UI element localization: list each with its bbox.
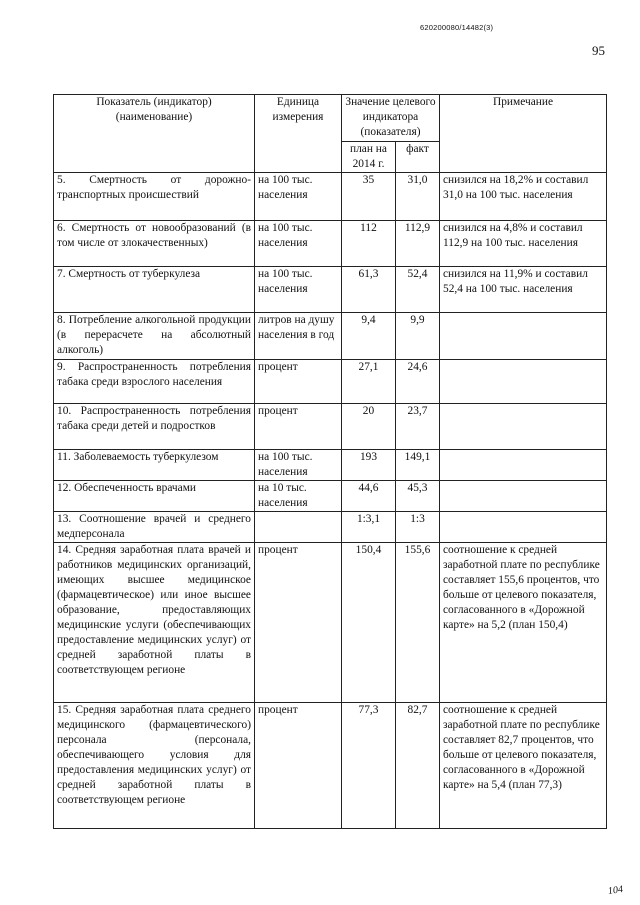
cell-fact: 149,1	[396, 450, 440, 481]
cell-plan: 27,1	[342, 360, 396, 404]
cell-plan: 77,3	[342, 703, 396, 829]
table-row	[54, 543, 607, 703]
table-row	[54, 481, 607, 512]
cell-indicator: 10. Распространенность потребления табака среди детей и подростков	[54, 404, 255, 450]
cell-note	[440, 404, 607, 450]
cell-note	[440, 450, 607, 481]
table-row	[54, 703, 607, 829]
cell-plan: 112	[342, 221, 396, 267]
cell-indicator: 11. Заболеваемость туберкулезом	[54, 450, 255, 481]
cell-fact: 52,4	[396, 267, 440, 313]
cell-note	[440, 360, 607, 404]
cell-plan: 44,6	[342, 481, 396, 512]
cell-plan: 150,4	[342, 543, 396, 703]
header-indicator: Показатель (индикатор) (наименование)	[54, 95, 255, 173]
cell-note: снизился на 4,8% и составил 112,9 на 100 тыс. населения	[440, 221, 607, 267]
cell-note	[440, 481, 607, 512]
cell-fact: 1:3	[396, 512, 440, 543]
cell-note	[440, 512, 607, 543]
header-target-value: Значение целевого индикатора (показателя)	[342, 95, 440, 142]
cell-plan: 61,3	[342, 267, 396, 313]
cell-fact: 112,9	[396, 221, 440, 267]
table-row	[54, 313, 607, 360]
cell-fact: 23,7	[396, 404, 440, 450]
cell-plan: 1:3,1	[342, 512, 396, 543]
cell-plan: 193	[342, 450, 396, 481]
cell-note: соотношение к средней заработной плате по республике составляет 82,7 процентов, что больше от целевого показателя, согласованного в «Дорожной карте» на 5,4 (план 77,3)	[440, 703, 607, 829]
cell-indicator: 8. Потребление алкогольной продукции (в перерасчете на абсолютный алкоголь)	[54, 313, 255, 360]
document-code: 620200080/14482(3)	[420, 23, 494, 32]
cell-fact: 155,6	[396, 543, 440, 703]
header-fact: факт	[396, 142, 440, 173]
cell-fact: 24,6	[396, 360, 440, 404]
cell-unit: процент	[255, 703, 342, 829]
page-number: 95	[592, 43, 605, 58]
cell-fact: 9,9	[396, 313, 440, 360]
table-row	[54, 360, 607, 404]
table-row	[54, 221, 607, 267]
cell-unit: на 100 тыс. населения	[255, 173, 342, 221]
cell-indicator: 6. Смертность от новообразований (в том числе от злокачественных)	[54, 221, 255, 267]
cell-unit: литров на душу населения в год	[255, 313, 342, 360]
cell-unit: процент	[255, 404, 342, 450]
cell-indicator: 15. Средняя заработная плата среднего медицинского (фармацевтического) персонала (персонала, обеспечивающего условия для предоставления медицинских услуг) от средней заработной платы в соответствующем регионе	[54, 703, 255, 829]
header-note: Примечание	[440, 95, 607, 173]
handwritten-page-mark: 104	[607, 884, 624, 897]
table-row	[54, 173, 607, 221]
table-row	[54, 512, 607, 543]
header-unit: Единица измерения	[255, 95, 342, 173]
cell-fact: 45,3	[396, 481, 440, 512]
cell-note: снизился на 11,9% и составил 52,4 на 100 тыс. населения	[440, 267, 607, 313]
indicator-table	[53, 94, 607, 829]
cell-unit: процент	[255, 543, 342, 703]
cell-fact: 31,0	[396, 173, 440, 221]
cell-plan: 20	[342, 404, 396, 450]
cell-note: соотношение к средней заработной плате по республике составляет 155,6 процентов, что больше от целевого показателя, согласованного в «Дорожной карте» на 5,2 (план 150,4)	[440, 543, 607, 703]
cell-unit	[255, 512, 342, 543]
cell-indicator: 5. Смертность от дорожно-транспортных происшествий	[54, 173, 255, 221]
table-row	[54, 404, 607, 450]
table-row	[54, 450, 607, 481]
header-plan: план на 2014 г.	[342, 142, 396, 173]
cell-indicator: 9. Распространенность потребления табака среди взрослого населения	[54, 360, 255, 404]
cell-unit: на 100 тыс. населения	[255, 267, 342, 313]
cell-indicator: 14. Средняя заработная плата врачей и работников медицинских организаций, имеющих высшее медицинское (фармацевтическое) или иное высшее образование, предоставляющих медицинские услуги (обеспечивающих предоставление медицинских услуг) от средней заработной платы в соответствующем регионе	[54, 543, 255, 703]
cell-note: снизился на 18,2% и составил 31,0 на 100 тыс. населения	[440, 173, 607, 221]
cell-indicator: 13. Соотношение врачей и среднего медперсонала	[54, 512, 255, 543]
table-row	[54, 267, 607, 313]
cell-plan: 35	[342, 173, 396, 221]
cell-unit: процент	[255, 360, 342, 404]
cell-note	[440, 313, 607, 360]
cell-unit: на 100 тыс. населения	[255, 450, 342, 481]
cell-plan: 9,4	[342, 313, 396, 360]
cell-fact: 82,7	[396, 703, 440, 829]
cell-indicator: 12. Обеспеченность врачами	[54, 481, 255, 512]
cell-unit: на 100 тыс. населения	[255, 221, 342, 267]
cell-unit: на 10 тыс. населения	[255, 481, 342, 512]
cell-indicator: 7. Смертность от туберкулеза	[54, 267, 255, 313]
